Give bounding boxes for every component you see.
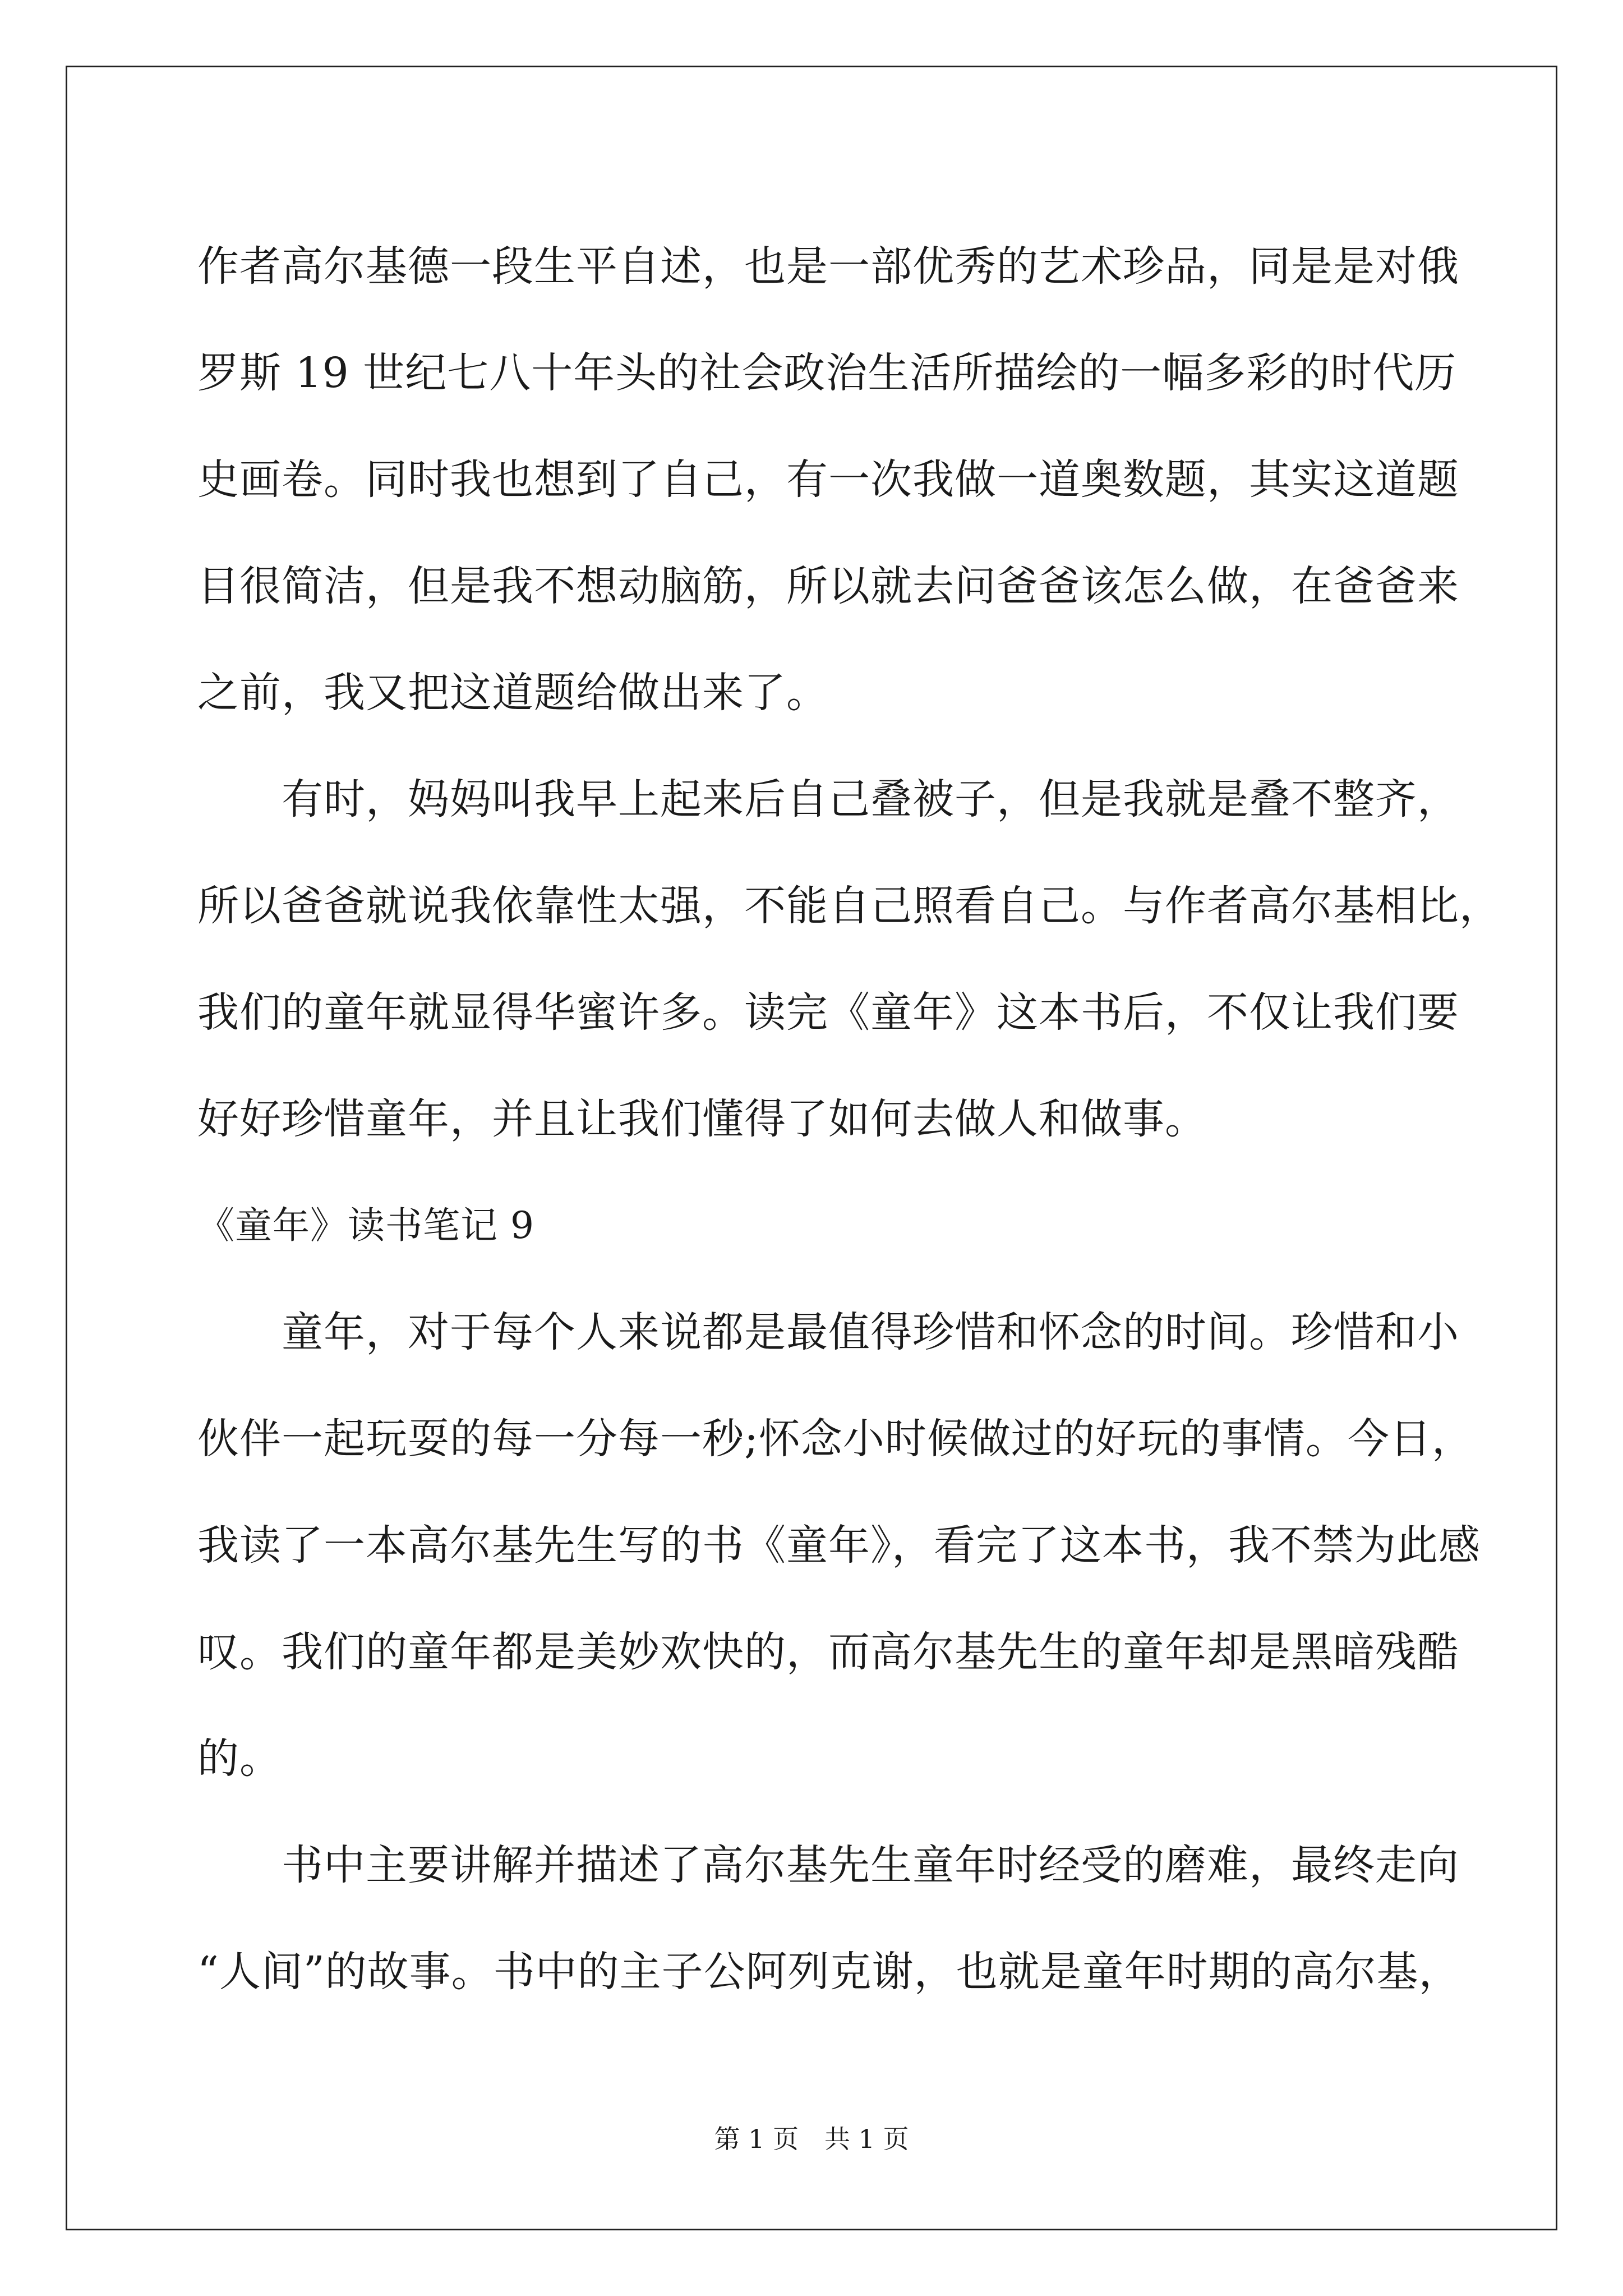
paragraph-start-line: 有时，妈妈叫我早上起来后自己叠被子，但是我就是叠不整齐， xyxy=(282,775,1459,823)
text-line: “人间”的故事。书中的主子公阿列克谢，也就是童年时期的高尔基， xyxy=(197,1948,1461,1996)
paragraph-start-line: 书中主要讲解并描述了高尔基先生童年时经受的磨难，最终走向 xyxy=(282,1841,1459,1889)
text-line: 目很简洁，但是我不想动脑筋，所以就去问爸爸该怎么做，在爸爸来 xyxy=(197,562,1459,610)
text-line: 之前，我又把这道题给做出来了。 xyxy=(197,669,828,717)
text-line: 的。 xyxy=(197,1734,282,1783)
document-body xyxy=(197,213,1501,2025)
text-line: 我们的童年就显得华蜜许多。读完《童年》这本书后，不仅让我们要 xyxy=(197,988,1459,1037)
text-line: 所以爸爸就说我依靠性太强，不能自己照看自己。与作者高尔基相比， xyxy=(197,882,1501,930)
text-line: 史画卷。同时我也想到了自己，有一次我做一道奥数题，其实这道题 xyxy=(197,455,1459,504)
text-line: 罗斯 19 世纪七八十年头的社会政治生活所描绘的一幅多彩的时代历 xyxy=(197,349,1457,397)
page-number-footer: 第 1 页 共 1 页 xyxy=(714,2124,909,2154)
text-line: 好好珍惜童年，并且让我们懂得了如何去做人和做事。 xyxy=(197,1095,1207,1143)
paragraph-start-line: 童年，对于每个人来说都是最值得珍惜和怀念的时间。珍惜和小 xyxy=(282,1308,1459,1356)
text-line: 作者高尔基德一段生平自述，也是一部优秀的艺术珍品，同是是对俄 xyxy=(197,242,1459,291)
text-line: 叹。我们的童年都是美妙欢快的，而高尔基先生的童年却是黑暗残酷 xyxy=(197,1628,1459,1676)
text-line: 伙伴一起玩耍的每一分每一秒;怀念小时候做过的好玩的事情。今日， xyxy=(197,1415,1474,1463)
section-heading: 《童年》读书笔记 9 xyxy=(197,1204,534,1247)
text-line: 我读了一本高尔基先生写的书《童年》，看完了这本书，我不禁为此感 xyxy=(197,1521,1481,1570)
